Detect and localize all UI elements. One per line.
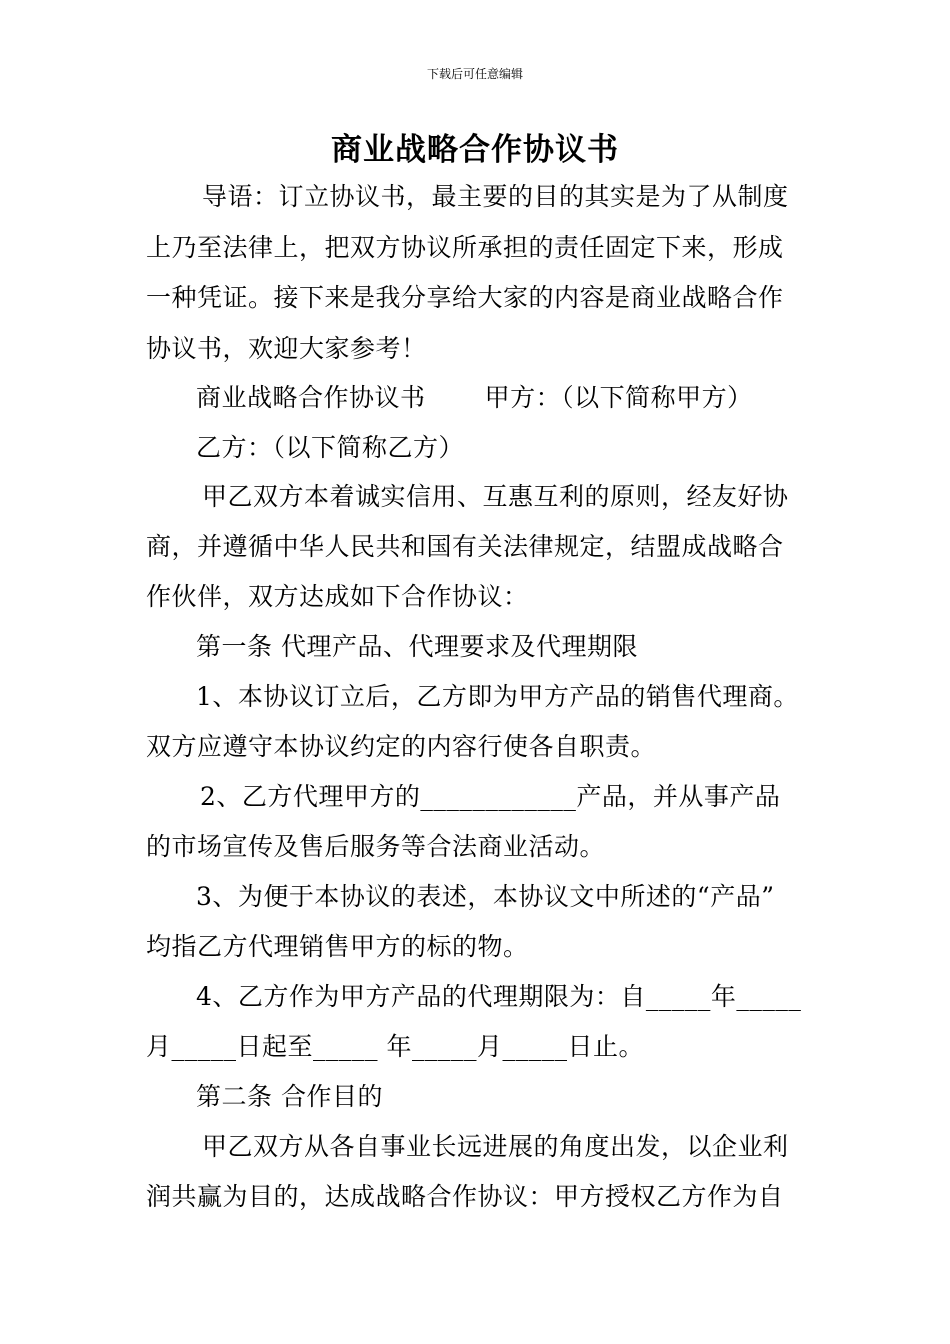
section-heading: 第一条 代理产品、代理要求及代理期限 — [196, 632, 638, 661]
paragraph-line: 2、乙方代理甲方的____________产品，并从事产品 — [200, 782, 781, 811]
paragraph-line: 导语：订立协议书，最主要的目的其实是为了从制度 — [202, 182, 789, 211]
paragraph-line: 一种凭证。接下来是我分享给大家的内容是商业战略合作 — [146, 283, 784, 312]
paragraph-line: 乙方：（以下简称乙方） — [196, 433, 465, 462]
paragraph-line: 作伙伴，双方达成如下合作协议： — [146, 582, 529, 611]
paragraph-line: 商，并遵循中华人民共和国有关法律规定，结盟成战略合 — [146, 532, 784, 561]
paragraph-line: 月_____日起至_____ 年_____月_____日止。 — [146, 1032, 644, 1061]
section-heading: 第二条 合作目的 — [196, 1082, 383, 1111]
paragraph-line: 双方应遵守本协议约定的内容行使各自职责。 — [146, 732, 657, 761]
paragraph-line: 均指乙方代理销售甲方的标的物。 — [146, 932, 529, 961]
paragraph-line: 甲乙双方从各自事业长远进展的角度出发，以企业利 — [202, 1132, 789, 1161]
paragraph-line: 协议书，欢迎大家参考！ — [146, 334, 427, 363]
paragraph-line: 商业战略合作协议书 甲方：（以下简称甲方） — [196, 383, 753, 412]
document-title: 商业战略合作协议书 — [331, 132, 619, 168]
paragraph-line: 1、本协议订立后，乙方即为甲方产品的销售代理商。 — [196, 682, 799, 711]
header-note: 下载后可任意编辑 — [426, 67, 523, 81]
paragraph-line: 3、为便于本协议的表述，本协议文中所述的“产品” — [196, 882, 775, 911]
paragraph-line: 的市场宣传及售后服务等合法商业活动。 — [146, 832, 606, 861]
paragraph-line: 甲乙双方本着诚实信用、互惠互利的原则，经友好协 — [202, 482, 789, 511]
paragraph-line: 润共赢为目的，达成战略合作协议：甲方授权乙方作为自 — [146, 1182, 784, 1211]
paragraph-line: 上乃至法律上，把双方协议所承担的责任固定下来，形成 — [146, 233, 784, 262]
paragraph-line: 4、乙方作为甲方产品的代理期限为：自_____年_____ — [196, 982, 802, 1011]
